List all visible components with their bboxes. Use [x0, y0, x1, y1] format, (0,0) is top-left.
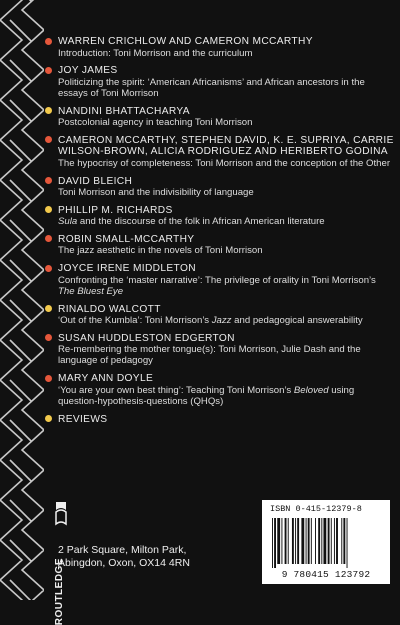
contents-entry — [58, 176, 394, 199]
entry-author: JOYCE IRENE MIDDLETON — [58, 263, 196, 275]
bullet-icon — [45, 38, 52, 45]
contents-entry — [58, 333, 394, 367]
entry-title: Confronting the ‘master narrative’: The privilege of orality in Toni Morrison’s The Bluest Eye — [58, 274, 376, 297]
contents-entry — [58, 414, 394, 426]
entry-title: Postcolonial agency in teaching Toni Morrison — [58, 117, 253, 129]
address-line: 2 Park Square, Milton Park, — [58, 544, 187, 556]
entry-title: Politicizing the spirit: ‘American Africanisms’ and African ancestors in the essays of Toni Morrison — [58, 76, 365, 99]
barcode-number: 9 780415 123792 — [281, 569, 371, 580]
bullet-icon — [45, 177, 52, 184]
entry-title: The jazz aesthetic in the novels of Toni Morrison — [58, 245, 263, 257]
bullet-icon — [45, 415, 52, 422]
entry-author: CAMERON MCCARTHY, STEPHEN DAVID, K. E. SUPRIYA, CARRIE WILSON-BROWN, ALICIA RODRIGUEZ AND HERIBERTO GODINA — [58, 134, 394, 158]
bullet-icon — [45, 206, 52, 213]
entry-author: REVIEWS — [58, 413, 108, 425]
entry-title: Introduction: Toni Morrison and the curriculum — [58, 47, 253, 59]
entry-author: SUSAN HUDDLESTON EDGERTON — [58, 332, 235, 344]
entry-author: DAVID BLEICH — [58, 175, 133, 187]
contents-entry — [58, 65, 394, 99]
entry-author: NANDINI BHATTACHARYA — [58, 105, 190, 117]
entry-title: Toni Morrison and the indivisibility of language — [58, 187, 254, 199]
publisher-address — [58, 544, 228, 570]
contents-entry — [58, 373, 394, 407]
entry-author: JOY JAMES — [58, 65, 118, 77]
entry-title: ‘You are your own best thing’: Teaching Toni Morrison’s Beloved using question-hypothesis-questions (QHQs) — [58, 384, 355, 407]
contents-entry — [58, 234, 394, 257]
bullet-icon — [45, 375, 52, 382]
isbn-label: ISBN 0-415-12379-8 — [270, 504, 362, 514]
bullet-icon — [45, 334, 52, 341]
contents-list — [58, 36, 394, 432]
entry-author: WARREN CRICHLOW AND CAMERON MCCARTHY — [58, 36, 313, 47]
entry-title: Re-membering the mother tongue(s): Toni Morrison, Julie Dash and the language of pedagogy — [58, 344, 361, 367]
bullet-icon — [45, 107, 52, 114]
entry-title: The hypocrisy of completeness: Toni Morrison and the conception of the Other — [58, 157, 391, 169]
entry-author: MARY ANN DOYLE — [58, 373, 154, 385]
entry-author: ROBIN SMALL-MCCARTHY — [58, 233, 195, 245]
isbn-barcode-box — [262, 500, 390, 584]
bullet-icon — [45, 235, 52, 242]
entry-author: PHILLIP M. RICHARDS — [58, 204, 173, 216]
publisher-name: ROUTLEDGE — [54, 558, 65, 625]
bullet-icon — [45, 67, 52, 74]
contents-entry — [58, 205, 394, 228]
contents-entry — [58, 36, 394, 59]
decorative-pattern — [0, 0, 44, 600]
address-line: Abingdon, Oxon, OX14 4RN — [58, 557, 190, 569]
contents-entry — [58, 263, 394, 297]
entry-author: RINALDO WALCOTT — [58, 303, 161, 315]
bullet-icon — [45, 265, 52, 272]
contents-entry — [58, 304, 394, 327]
entry-title: ‘Out of the Kumbla’: Toni Morrison’s Jazz and pedagogical answerability — [58, 315, 363, 327]
contents-entry — [58, 106, 394, 129]
entry-title: Sula and the discourse of the folk in African American literature — [58, 216, 325, 228]
bullet-icon — [45, 305, 52, 312]
bullet-icon — [45, 136, 52, 143]
contents-entry — [58, 135, 394, 169]
barcode — [270, 518, 382, 568]
